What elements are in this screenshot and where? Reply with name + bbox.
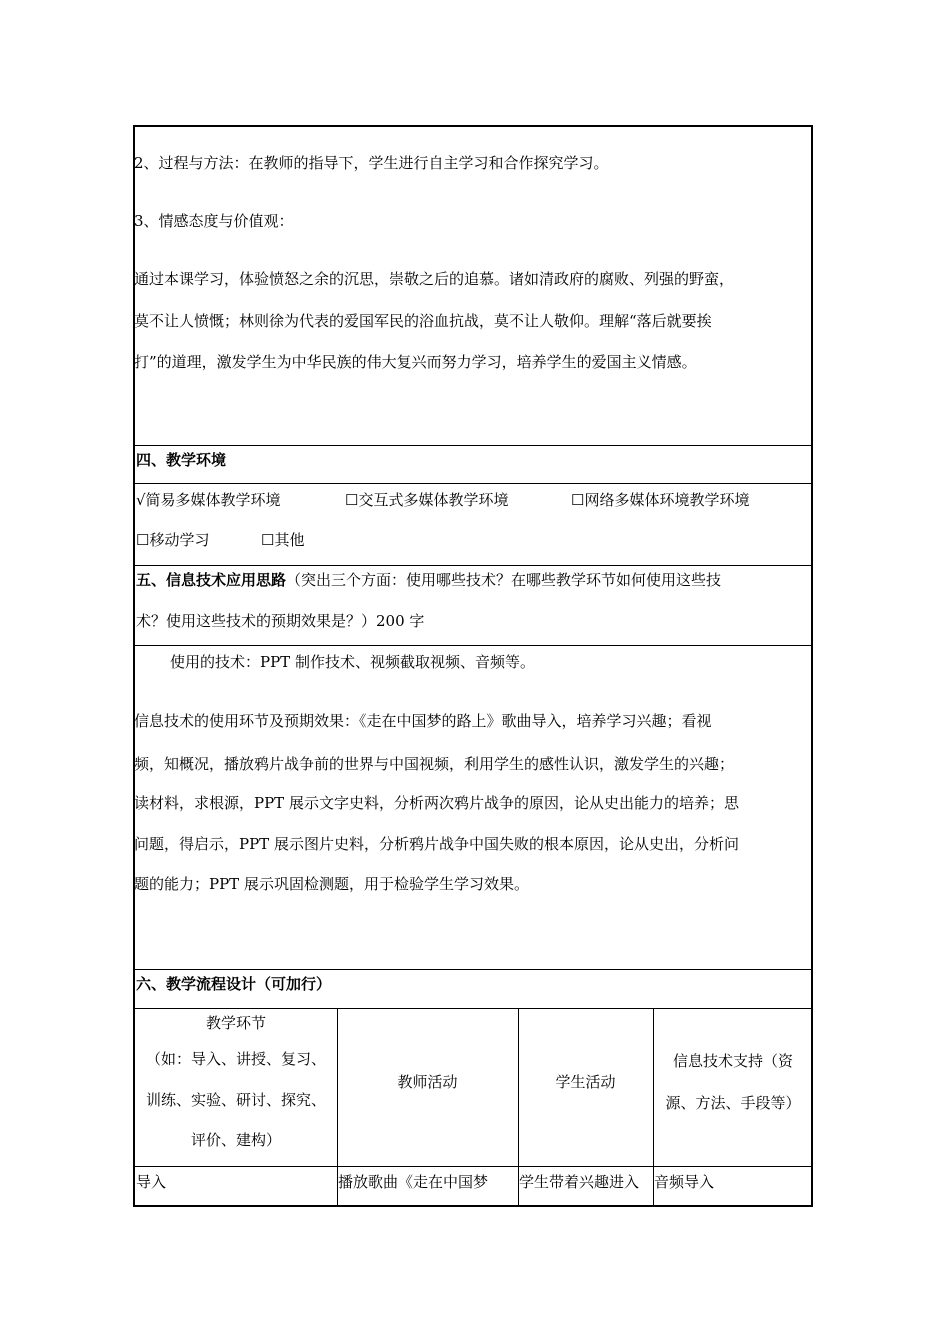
row-divider <box>135 483 811 484</box>
row-divider <box>135 969 811 970</box>
cell-it: 音频导入 <box>654 1173 715 1191</box>
col-header-stage-note: 训练、实验、研讨、探究、 <box>145 1091 326 1109</box>
it-ideas-heading-note-line2: 术？使用这些技术的预期效果是？）200 字 <box>136 612 425 630</box>
col-header-stage-note: 评价、建构） <box>190 1131 281 1149</box>
usage-line: 信息技术的使用环节及预期效果：《走在中国梦的路上》歌曲导入，培养学习兴趣；看视 <box>134 712 712 730</box>
tech-used-text: 使用的技术：PPT 制作技术、视频截取视频、音频等。 <box>170 653 535 671</box>
emotion-line: 通过本课学习，体验愤怒之余的沉思，崇敬之后的追慕。诸如清政府的腐败、列强的野蛮， <box>134 270 735 288</box>
col-header-stage-note: （如：导入、讲授、复习、 <box>145 1050 326 1068</box>
row-divider <box>135 645 811 646</box>
col-header-student: 学生活动 <box>555 1073 616 1091</box>
col-header-stage: 教学环节 <box>205 1014 266 1032</box>
flow-heading: 六、教学流程设计（可加行） <box>136 975 332 993</box>
row-divider <box>135 565 811 566</box>
cell-teacher: 播放歌曲《走在中国梦 <box>338 1173 489 1191</box>
environment-option: ☐其他 <box>261 531 305 549</box>
process-method-text: 2、过程与方法：在教师的指导下，学生进行自主学习和合作探究学习。 <box>134 154 609 172</box>
row-divider <box>135 1008 811 1009</box>
environment-option: √简易多媒体教学环境 <box>136 491 281 509</box>
usage-line: 问题，得启示，PPT 展示图片史料，分析鸦片战争中国失败的根本原因，论从史出，分析问 <box>134 835 739 853</box>
it-ideas-heading-bold: 五、信息技术应用思路 <box>136 571 287 589</box>
cell-student: 学生带着兴趣进入 <box>519 1173 640 1191</box>
col-header-teacher: 教师活动 <box>397 1073 458 1091</box>
row-divider <box>135 445 811 446</box>
environment-option: ☐网络多媒体环境教学环境 <box>571 491 750 509</box>
cell-stage: 导入 <box>136 1173 167 1191</box>
it-ideas-heading-note: （突出三个方面：使用哪些技术？在哪些教学环节如何使用这些技 <box>286 571 722 589</box>
usage-line: 题的能力；PPT 展示巩固检测题，用于检验学生学习效果。 <box>134 875 529 893</box>
col-header-it: 源、方法、手段等） <box>665 1094 801 1112</box>
environment-heading: 四、教学环境 <box>136 451 227 469</box>
environment-option: ☐交互式多媒体教学环境 <box>345 491 509 509</box>
emotion-line: 莫不让人愤慨；林则徐为代表的爱国军民的浴血抗战，莫不让人敬仰。理解“落后就要挨 <box>134 312 712 330</box>
it-ideas-heading <box>136 570 721 590</box>
emotion-line: 打”的道理，激发学生为中华民族的伟大复兴而努力学习，培养学生的爱国主义情感。 <box>134 353 697 371</box>
usage-line: 频，知概况，播放鸦片战争前的世界与中国视频，利用学生的感性认识，激发学生的兴趣； <box>134 755 735 773</box>
emotion-heading: 3、情感态度与价值观： <box>134 212 294 230</box>
usage-line: 读材料，求根源，PPT 展示文字史料，分析两次鸦片战争的原因，论从史出能力的培养；思 <box>134 794 739 812</box>
environment-option: ☐移动学习 <box>136 531 210 549</box>
col-header-it: 信息技术支持（资 <box>672 1052 793 1070</box>
row-divider <box>135 1166 811 1167</box>
